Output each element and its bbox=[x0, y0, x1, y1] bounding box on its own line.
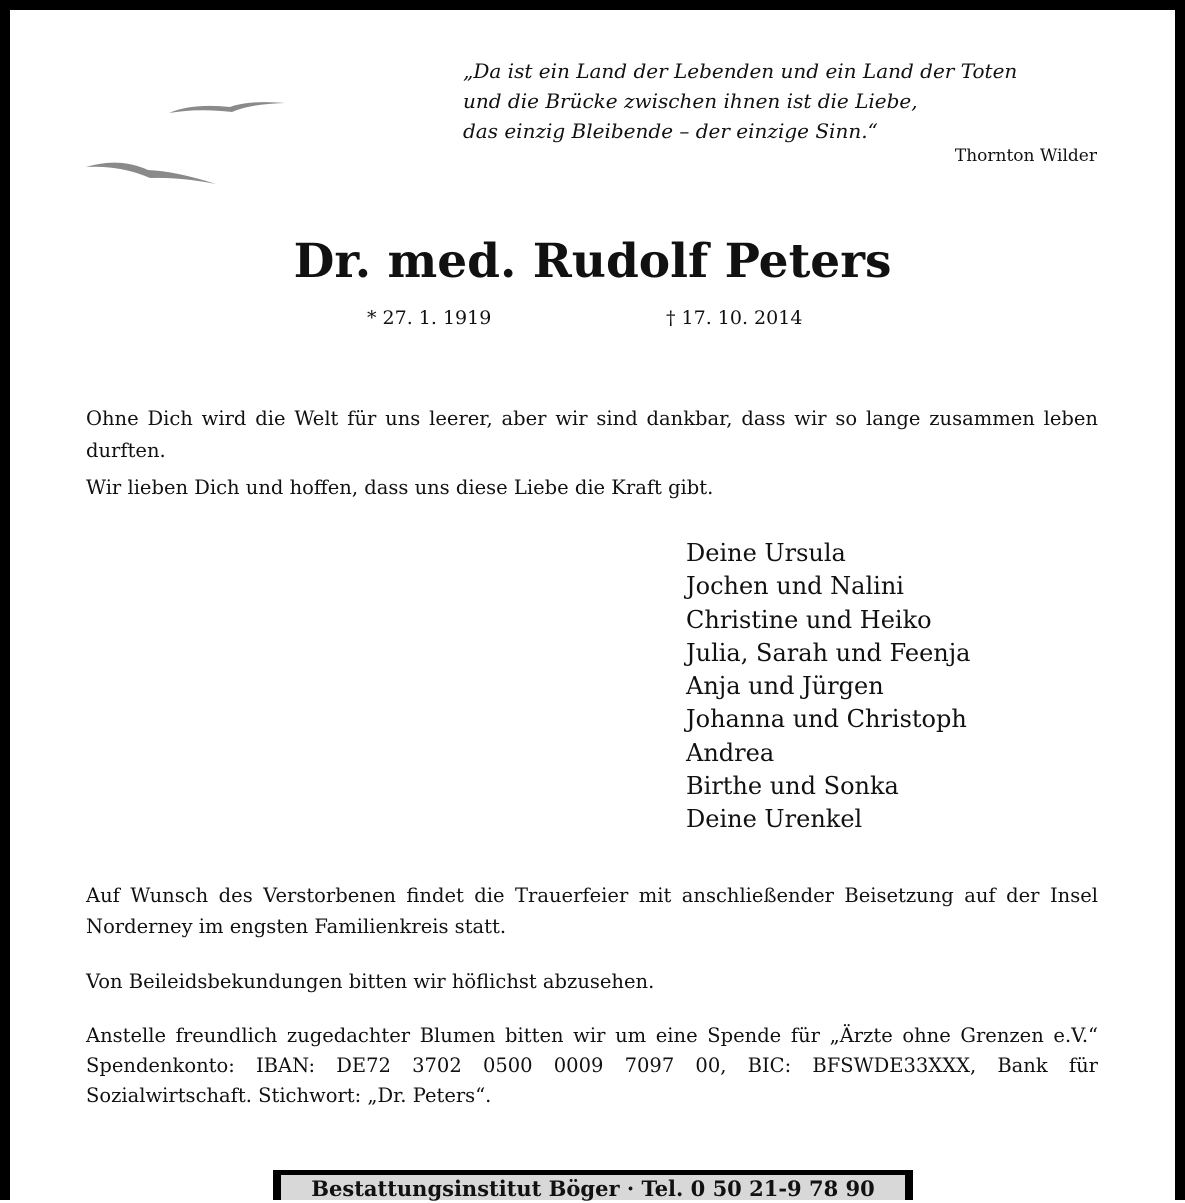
quote bbox=[463, 56, 1103, 146]
condolence-notice: Von Beileidsbekundungen bitten wir höflichst abzusehen. bbox=[86, 970, 655, 993]
deceased-name: Dr. med. Rudolf Peters bbox=[293, 234, 892, 289]
quote-line: „Da ist ein Land der Lebenden und ein Land der Toten bbox=[463, 59, 1018, 83]
family-member: Andrea bbox=[686, 738, 775, 767]
birth-date: * 27. 1. 1919 bbox=[367, 307, 492, 329]
family-member: Deine Urenkel bbox=[686, 805, 863, 834]
quote-line: und die Brücke zwischen ihnen ist die Liebe, bbox=[463, 89, 918, 113]
seagulls-icon bbox=[80, 95, 300, 195]
message-paragraph: Wir lieben Dich und hoffen, dass uns diese Liebe die Kraft gibt. bbox=[86, 476, 714, 499]
family-member: Anja und Jürgen bbox=[686, 672, 884, 701]
footer-bar bbox=[273, 1170, 913, 1200]
family-list bbox=[686, 537, 970, 837]
family-member: Julia, Sarah und Feenja bbox=[686, 638, 971, 667]
family-member: Jochen und Nalini bbox=[686, 572, 904, 601]
message-paragraph: Ohne Dich wird die Welt für uns leerer, aber wir sind dankbar, dass wir so lange zusammen leben durften. bbox=[86, 407, 1098, 462]
quote-line: das einzig Bleibende – der einzige Sinn.“ bbox=[463, 119, 878, 143]
funeral-home-contact: Bestattungsinstitut Böger · Tel. 0 50 21-9 78 90 bbox=[281, 1175, 905, 1200]
family-member: Christine und Heiko bbox=[686, 605, 932, 634]
quote-author: Thornton Wilder bbox=[954, 146, 1097, 166]
donation-notice: Anstelle freundlich zugedachter Blumen bitten wir um eine Spende für „Ärzte ohne Grenzen e.V.“ Spendenkonto: IBAN: DE72 3702 0500 0009 7097 00, BIC: BFSWDE33XXX, Bank für Sozialwirtschaft. Stichwort: „Dr. Peters“. bbox=[86, 1024, 1098, 1107]
family-member: Birthe und Sonka bbox=[686, 772, 899, 801]
family-member: Deine Ursula bbox=[686, 539, 846, 567]
funeral-notice: Auf Wunsch des Verstorbenen findet die Trauerfeier mit anschließender Beisetzung auf der Insel Norderney im engsten Familienkreis statt. bbox=[86, 884, 1098, 938]
death-date: † 17. 10. 2014 bbox=[666, 307, 803, 329]
family-member: Johanna und Christoph bbox=[686, 705, 967, 734]
